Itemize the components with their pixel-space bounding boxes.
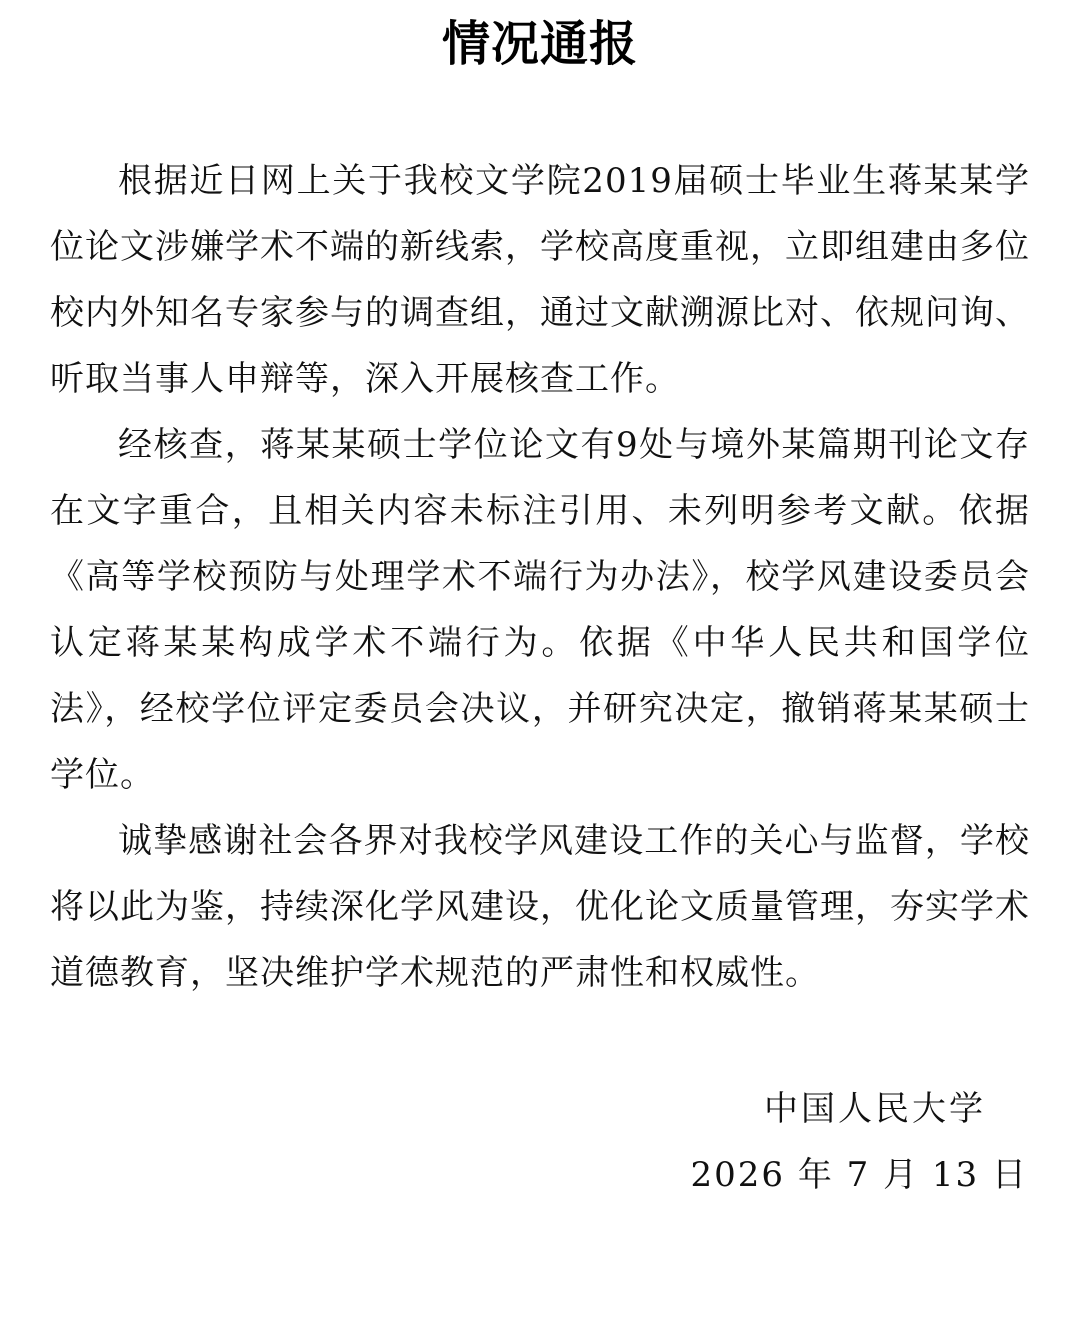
paragraph-3: 诚挚感谢社会各界对我校学风建设工作的关心与监督，学校将以此为鉴，持续深化学风建设，优化论文质量管理，夯实学术道德教育，坚决维护学术规范的严肃性和权威性。	[50, 821, 1030, 993]
notice-body	[50, 148, 1030, 1006]
page-title: 情况通报	[441, 16, 638, 72]
paragraph-1: 根据近日网上关于我校文学院2019届硕士毕业生蒋某某学位论文涉嫌学术不端的新线索，学校高度重视，立即组建由多位校内外知名专家参与的调查组，通过文献溯源比对、依规问询、听取当事人申辩等，深入开展核查工作。	[50, 161, 1030, 399]
signature-date: 2026 年 7 月 13 日	[690, 1155, 1028, 1195]
paragraph-2: 经核查，蒋某某硕士学位论文有9处与境外某篇期刊论文存在文字重合，且相关内容未标注引用、未列明参考文献。依据《高等学校预防与处理学术不端行为办法》，校学风建设委员会认定蒋某某构成学术不端行为。依据《中华人民共和国学位法》，经校学位评定委员会决议，并研究决定，撤销蒋某某硕士学位。	[50, 425, 1030, 795]
signature-organization: 中国人民大学	[764, 1089, 986, 1129]
signature-block	[691, 1076, 1028, 1208]
